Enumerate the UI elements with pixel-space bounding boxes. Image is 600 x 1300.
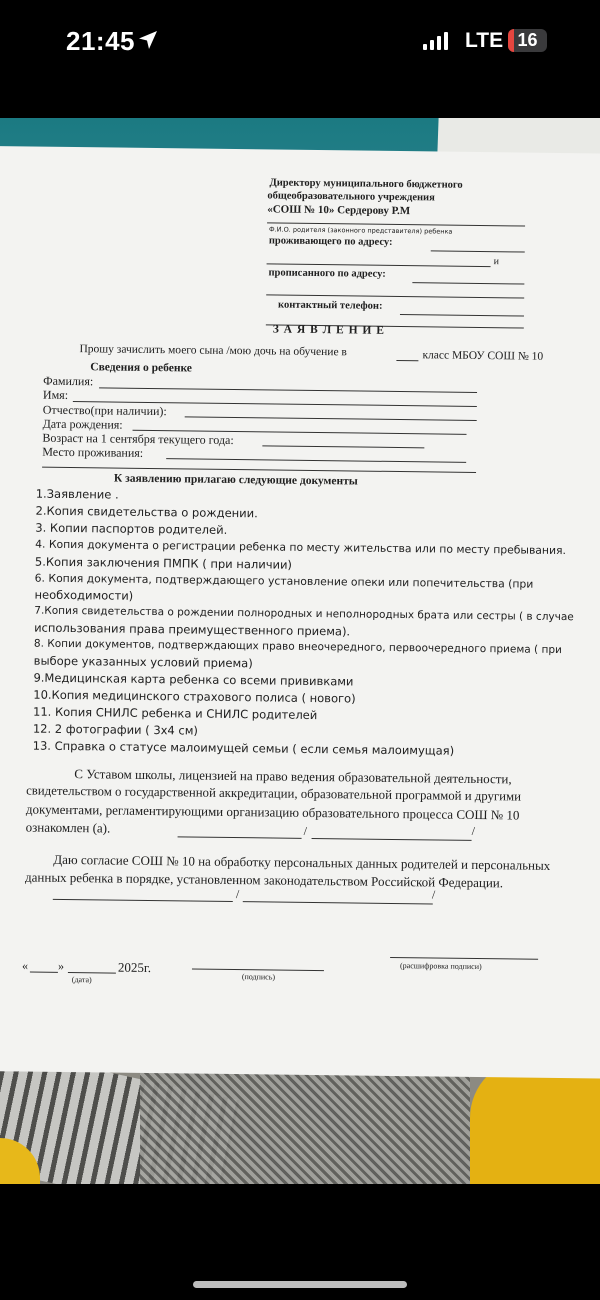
document-photo xyxy=(0,118,600,1184)
signature-caption: (подпись) xyxy=(241,972,276,982)
battery-percent: 16 xyxy=(517,30,538,50)
status-time: 21:45 xyxy=(66,26,135,56)
header-line-2: общеобразовательного учреждения xyxy=(267,190,435,204)
fio-caption: Ф.И.О. родителя (законного представителя) ребенка xyxy=(268,225,453,236)
charter-line-2: свидетельством о государственной аккредитации, образовательной программой и другими xyxy=(26,783,522,804)
age-label: Возраст на 1 сентября текущего года: xyxy=(42,430,234,447)
doc-item-2: 2.Копия свидетельства о рождении. xyxy=(35,503,258,521)
charter-slash-end: / xyxy=(471,823,476,838)
residing-label: проживающего по адресу: xyxy=(268,235,393,248)
doc-item-8-cont: выборе указанных условий приема) xyxy=(33,653,253,671)
residing-line-2 xyxy=(267,263,491,267)
registered-line-2 xyxy=(266,294,524,298)
age-line xyxy=(262,445,424,448)
doc-item-11: 11. Копия СНИЛС ребенка и СНИЛС родителей xyxy=(33,704,318,723)
consent-line-1: Даю согласие СОШ № 10 на обработку персональных данных родителей и персональных xyxy=(53,851,551,873)
document-title: З А Я В Л Е Н И Е xyxy=(272,323,386,337)
doc-item-12: 12. 2 фотографии ( 3х4 см) xyxy=(32,721,199,738)
signature-line xyxy=(192,969,324,972)
residing-line xyxy=(431,250,525,252)
consent-slash-end: / xyxy=(431,887,436,902)
doc-item-13: 13. Справка о статусе малоимущей семьи ( если семья малоимущая) xyxy=(32,738,455,758)
consent-slash: / xyxy=(235,887,240,902)
date-month-line xyxy=(68,972,116,974)
date-quote-close: » xyxy=(57,958,65,973)
phone-line xyxy=(400,314,524,317)
residence-line xyxy=(166,458,466,463)
lace-fabric xyxy=(140,1068,470,1184)
doc-item-3: 3. Копии паспортов родителей. xyxy=(35,520,228,537)
surname-label: Фамилия: xyxy=(43,373,94,389)
charter-line-1: С Уставом школы, лицензией на право ведения образовательной деятельности, xyxy=(74,766,512,787)
application-form xyxy=(0,146,600,1079)
surname-line xyxy=(99,387,477,393)
residence-label: Место проживания: xyxy=(42,444,144,460)
header-line-1: Директору муниципального бюджетного xyxy=(269,177,463,191)
consent-sign-line xyxy=(53,899,233,902)
charter-line-4: ознакомлен (а). xyxy=(25,819,111,836)
patronymic-label: Отчество(при наличии): xyxy=(42,402,167,419)
decode-caption: (расшифровка подписи) xyxy=(399,961,482,972)
doc-item-6: 6. Копия документа, подтверждающего установление опеки или попечительства (при xyxy=(34,571,534,591)
consent-decode-line xyxy=(243,901,433,904)
charter-decode-line xyxy=(312,838,472,841)
doc-item-1: 1.Заявление . xyxy=(35,486,119,502)
consent-line-2: данных ребенка в порядке, установленном законодательством Российской Федерации. xyxy=(24,869,504,891)
decode-line xyxy=(390,957,538,960)
request-class-text: класс МБОУ СОШ № 10 xyxy=(422,349,544,363)
documents-heading: К заявлению прилагаю следующие документы xyxy=(113,472,358,488)
residence-line-2 xyxy=(42,467,476,473)
battery-indicator xyxy=(508,29,547,52)
charter-sign-line xyxy=(178,836,302,839)
doc-item-9: 9.Медицинская карта ребенка со всеми прививками xyxy=(33,670,354,689)
charter-slash: / xyxy=(303,823,308,838)
signal-bars-icon xyxy=(423,31,449,51)
doc-item-7: 7.Копия свидетельства о рождении полнородных и неполнородных брата или сестры ( в случае xyxy=(34,604,574,624)
status-bar xyxy=(0,0,600,118)
class-line xyxy=(396,360,418,361)
and-label: и xyxy=(493,256,500,268)
doc-item-5: 5.Копия заключения ПМПК ( при наличии) xyxy=(34,554,293,572)
doc-item-4: 4. Копия документа о регистрации ребенка по месту жительства или по месту пребывания. xyxy=(35,537,567,558)
date-caption: (дата) xyxy=(71,975,92,985)
birthdate-label: Дата рождения: xyxy=(42,416,123,432)
date-day-line xyxy=(30,972,58,973)
doc-item-7-cont: использования права преимущественного приема). xyxy=(34,620,351,639)
date-quote-open: « xyxy=(21,958,29,973)
doc-item-6-cont: необходимости) xyxy=(34,587,134,603)
name-label: Имя: xyxy=(42,387,69,402)
patronymic-line xyxy=(185,416,477,421)
request-text: Прошу зачислить моего сына /мою дочь на обучение в xyxy=(79,343,347,359)
doc-item-8: 8. Копии документов, подтверждающих право внеочередного, первоочередного приема ( при xyxy=(33,637,562,657)
network-type-label: LTE xyxy=(465,29,504,52)
header-line-3: «СОШ № 10» Сердерову Р.М xyxy=(267,203,411,218)
child-info-heading: Сведения о ребенке xyxy=(90,361,193,375)
registered-label: прописанного по адресу: xyxy=(268,267,386,280)
date-year: 2025г. xyxy=(117,959,152,976)
location-arrow-icon xyxy=(138,30,158,50)
doc-item-10: 10.Копия медицинского страхового полиса ( нового) xyxy=(33,687,356,706)
home-indicator[interactable] xyxy=(193,1281,407,1288)
phone-label: контактный телефон: xyxy=(278,299,383,312)
registered-line xyxy=(412,282,524,284)
charter-line-3: документами, регламентирующими организацию образовательного процесса СОШ № 10 xyxy=(25,801,520,823)
